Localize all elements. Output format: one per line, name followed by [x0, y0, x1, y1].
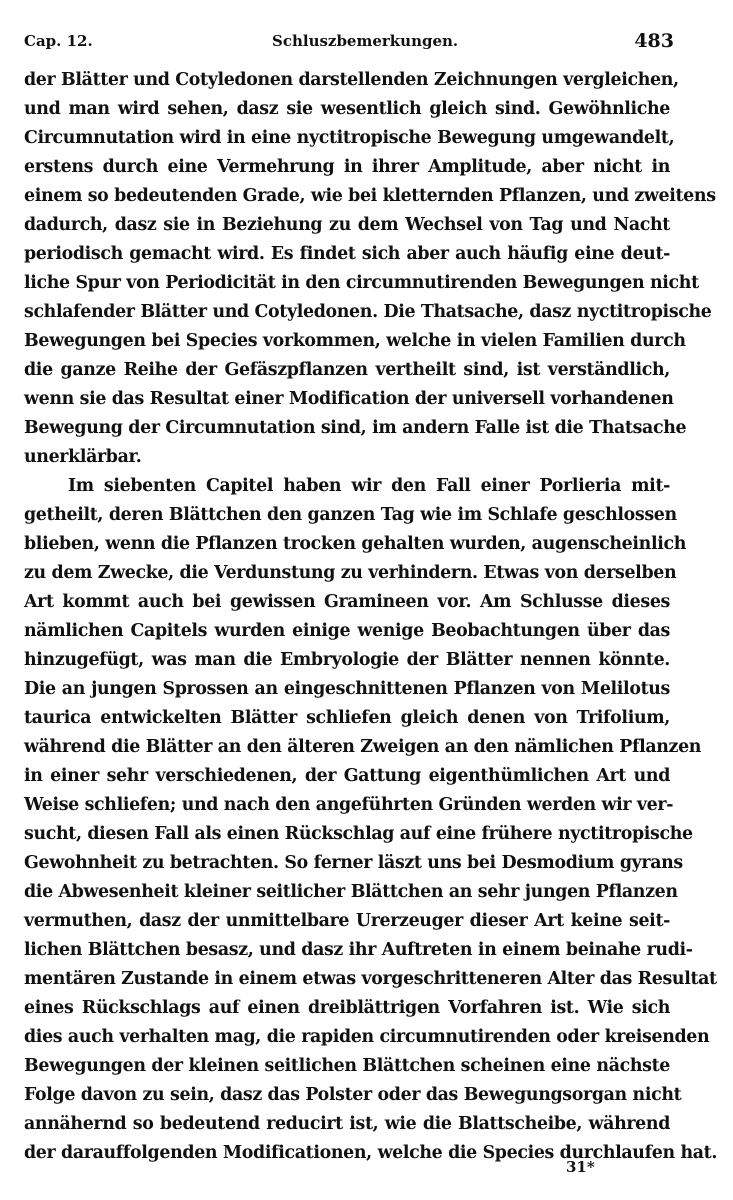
text-line: hinzugefügt, was man die Embryologie der Blätter nennen könnte.	[24, 650, 670, 670]
text-line: die ganze Reihe der Gefäszpflanzen vertheilt sind, ist verständlich,	[24, 360, 670, 380]
body-text	[24, 66, 718, 1168]
text-line: Weise schliefen; und nach den angeführten Gründen werden wir ver-	[24, 795, 674, 815]
printer-signature-mark: 31*	[566, 1158, 595, 1176]
text-line: liche Spur von Periodicität in den circumnutirenden Bewegungen nicht	[24, 273, 699, 293]
text-line: der darauffolgenden Modificationen, welche die Species durchlaufen hat.	[24, 1143, 718, 1163]
text-line: dies auch verhalten mag, die rapiden circumnutirenden oder kreisenden	[24, 1027, 710, 1047]
text-line: während die Blätter an den älteren Zweigen an den nämlichen Pflanzen	[24, 737, 702, 757]
text-line: periodisch gemacht wird. Es findet sich aber auch häufig eine deut-	[24, 244, 670, 264]
running-header	[24, 30, 674, 56]
text-line: nämlichen Capitels wurden einige wenige Beobachtungen über das	[24, 621, 670, 641]
chapter-label: Cap. 12.	[24, 32, 93, 50]
text-line: zu dem Zwecke, die Verdunstung zu verhindern. Etwas von derselben	[24, 563, 677, 583]
text-line: getheilt, deren Blättchen den ganzen Tag wie im Schlafe geschlossen	[24, 505, 677, 525]
text-line: Die an jungen Sprossen an eingeschnittenen Pflanzen von Melilotus	[24, 679, 670, 699]
text-line: annähernd so bedeutend reducirt ist, wie die Blattscheibe, während	[24, 1114, 670, 1134]
text-line: die Abwesenheit kleiner seitlicher Blättchen an sehr jungen Pflanzen	[24, 882, 678, 902]
text-line: Circumnutation wird in eine nyctitropische Bewegung umgewandelt,	[24, 128, 675, 148]
text-line: einem so bedeutenden Grade, wie bei kletternden Pflanzen, und zweitens	[24, 186, 716, 206]
page-number: 483	[634, 30, 674, 52]
text-line: Gewohnheit zu betrachten. So ferner läszt uns bei Desmodium gyrans	[24, 853, 683, 873]
text-line: sucht, diesen Fall als einen Rückschlag auf eine frühere nyctitropische	[24, 824, 693, 844]
text-line: taurica entwickelten Blätter schliefen gleich denen von Trifolium,	[24, 708, 670, 728]
text-line: mentären Zustande in einem etwas vorgeschritteneren Alter das Resultat	[24, 969, 717, 989]
text-line: erstens durch eine Vermehrung in ihrer Amplitude, aber nicht in	[24, 157, 670, 177]
text-line: schlafender Blätter und Cotyledonen. Die Thatsache, dasz nyctitropische	[24, 302, 712, 322]
text-line: wenn sie das Resultat einer Modification der universell vorhandenen	[24, 389, 674, 409]
text-line: in einer sehr verschiedenen, der Gattung eigenthümlichen Art und	[24, 766, 670, 786]
text-line: der Blätter und Cotyledonen darstellenden Zeichnungen vergleichen,	[24, 70, 679, 90]
text-line: und man wird sehen, dasz sie wesentlich gleich sind. Gewöhnliche	[24, 99, 670, 119]
text-line: Folge davon zu sein, dasz das Polster oder das Bewegungsorgan nicht	[24, 1085, 682, 1105]
text-line: vermuthen, dasz der unmittelbare Urerzeuger dieser Art keine seit-	[24, 911, 670, 931]
running-title: Schluszbemerkungen.	[272, 32, 459, 50]
text-line: Im siebenten Capitel haben wir den Fall einer Porlieria mit-	[68, 476, 670, 496]
text-line: Bewegungen der kleinen seitlichen Blättchen scheinen eine nächste	[24, 1056, 670, 1076]
text-line: Art kommt auch bei gewissen Gramineen vor. Am Schlusse dieses	[24, 592, 670, 612]
text-line: dadurch, dasz sie in Beziehung zu dem Wechsel von Tag und Nacht	[24, 215, 670, 235]
text-line: unerklärbar.	[24, 447, 142, 467]
text-line: lichen Blättchen besasz, und dasz ihr Auftreten in einem beinahe rudi-	[24, 940, 693, 960]
text-line: eines Rückschlags auf einen dreiblättrigen Vorfahren ist. Wie sich	[24, 998, 670, 1018]
text-line: Bewegung der Circumnutation sind, im andern Falle ist die Thatsache	[24, 418, 687, 438]
text-line: blieben, wenn die Pflanzen trocken gehalten wurden, augenscheinlich	[24, 534, 686, 554]
text-line: Bewegungen bei Species vorkommen, welche in vielen Familien durch	[24, 331, 686, 351]
